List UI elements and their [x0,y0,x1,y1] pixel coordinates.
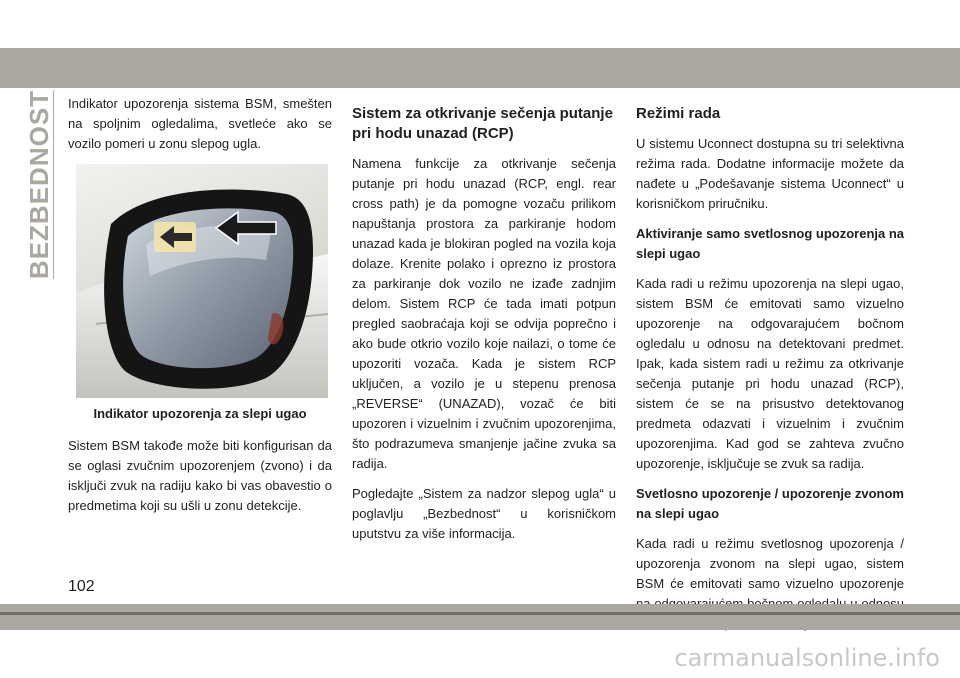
chime-mode-subheading: Svetlosno upozorenje / upozorenje zvonom na slepi ugao [636,486,904,521]
visual-mode-subheading: Aktiviranje samo svetlosnog upozorenja na slepi ugao [636,226,905,261]
modes-heading: Režimi rada [636,105,721,122]
footer-line [0,612,960,615]
top-margin [0,0,960,48]
visual-mode-paragraph: Kada radi u režimu upozorenja na slepi ugao, sistem BSM će emitovati samo vizuelno upozorenje na odgovarajućem bočnom ogledalu u odnosu na detektovani predmet. Ipak, kada sistem radi u režimu za otkrivanje sečenja putanje pri hodu unazad (RCP), sistem će se na prisustvo detektovanog predmeta odazvati i vizuelnim i zvučnim upozorenjima. Kad god se zahteva zvučno upozorenje, isključuje se zvuk sa radija. [636,276,904,471]
intro-paragraph: Indikator upozorenja sistema BSM, smešten na spoljnim ogledalima, svetleće ako se vozilo pomeri u zonu slepog ugla. [68,96,332,151]
footer-bar [0,604,960,630]
mirror-illustration [76,164,328,398]
mirror-photo [76,164,328,398]
column-3 [636,104,904,644]
body-paragraph: Sistem BSM takođe može biti konfigurisan da se oglasi zvučnim upozorenjem (zvono) i da isključi zvuk na radiju kako bi vas obavestio o predmetima koji su ušli u zonu detekcije. [68,438,332,513]
watermark: carmanualsonline.info [674,644,940,672]
figure-caption: Indikator upozorenja za slepi ugao [93,406,307,421]
rcp-heading: Sistem za otkrivanje sečenja putanje pri hodu unazad (RCP) [352,105,613,142]
chime-mode-paragraph: Kada radi u režimu svetlosnog upozorenja / upozorenja zvonom na slepi ugao, sistem BSM će emitovati samo vizuelno upozorenje [636,536,904,591]
header-bar [0,48,960,88]
modes-paragraph: U sistemu Uconnect dostupna su tri selektivna režima rada. Dodatne informacije možete da nađete u „Podešavanje sistema Uconnect“ u korisničkom priručniku. [636,136,904,211]
page-number: 102 [68,578,95,595]
column-1 [68,94,332,526]
section-tab-label: BEZBEDNOST [24,89,55,279]
rcp-paragraph: Namena funkcije za otkrivanje sečenja putanje pri hodu unazad (RCP, engl. rear cross path) je da pomogne vozaču prilikom napuštanja prostora za parkiranje hodom unazad kada je blokiran pogled na vozila koja dolaze. Krenite polako i oprezno iz prostora za parkiranje dok vozilo ne izađe zadnjim delom. Sistem RCP će tada imati potpun pregled saobraćaja koji se odvija poprečno i ako bude otkrio vozilo koje nailazi, o tome će upozoriti vozača. Kada je sistem RCP uključen, a vozilo je u stepenu prenosa „REVERSE“ (UNAZAD), vozač će biti upozoren i vizuelnim i zvučnim upozorenjima, što podrazumeva smanjenje jačine zvuka sa radija. [352,156,616,471]
column-2 [352,104,616,554]
section-tab [20,89,60,279]
rcp-reference-paragraph: Pogledajte „Sistem za nadzor slepog ugla“ u poglavlju „Bezbednost“ u korisničkom uputstvu za više informacija. [352,486,616,541]
